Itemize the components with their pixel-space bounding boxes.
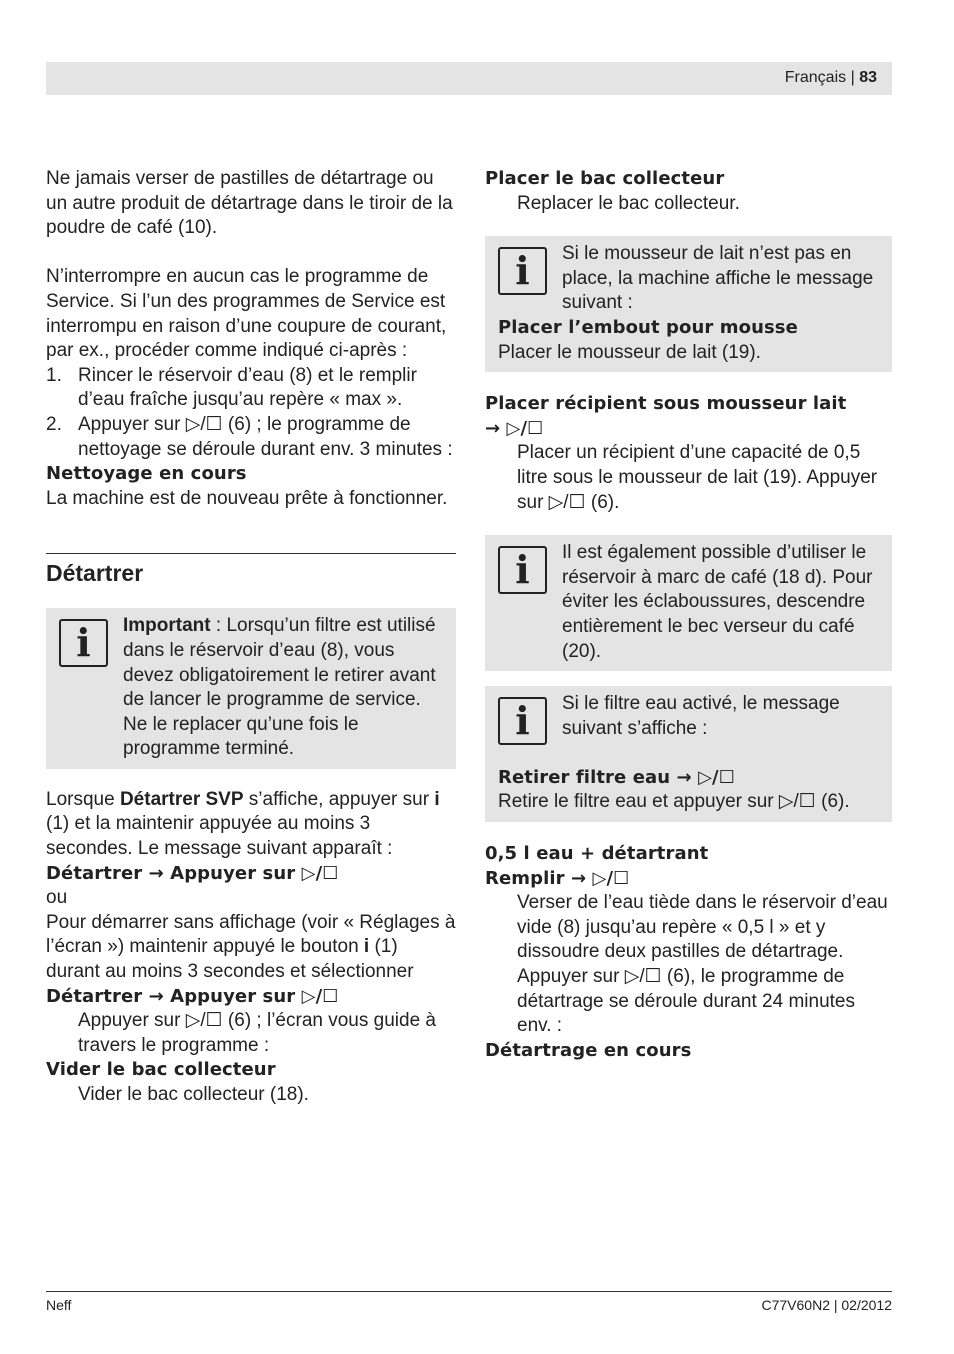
step-number: 2.	[46, 413, 62, 435]
list-item	[46, 364, 456, 413]
info-icon: i	[59, 619, 108, 667]
paragraph-press: Appuyer sur ▷/☐ (6) ; l’écran vous guide à travers le programme :	[78, 1010, 436, 1056]
info-box-filter	[485, 686, 892, 822]
right-column	[485, 167, 892, 1063]
display-message-water: 0,5 l eau + détartrant	[485, 843, 709, 865]
paragraph-start-without-display: Pour démarrer sans affichage (voir « Réglages à l’écran ») maintenir appuyé le bouton i (1) durant au moins 3 secondes et sélectionner	[46, 911, 456, 983]
paragraph-replace-tray: Replacer le bac collecteur.	[517, 192, 740, 214]
text-or: ou	[46, 887, 68, 909]
display-message-fill: Remplir → ▷/☐	[485, 867, 630, 889]
footer-model: C77V60N2 | 02/2012	[761, 1297, 892, 1313]
info-box-important	[46, 608, 456, 769]
paragraph-interrupt: N’interrompre en aucun cas le programme de Service. Si l’un des programmes de Service est interrompu en raison d’une coupure de courant, par ex., procéder comme indiqué ci-après :	[46, 266, 447, 362]
paragraph-fill-water: Verser de l’eau tiède dans le réservoir d’eau vide (8) jusqu’au repère « 0,5 l » et y dissoudre deux pastilles de détartrage. Appuyer sur ▷/☐ (6), le programme de détartrage se déroule durant 24 minutes env. :	[517, 892, 888, 1037]
footer-divider	[46, 1291, 892, 1292]
display-message-place-container-2: → ▷/☐	[485, 417, 544, 439]
display-message-descaling: Détartrage en cours	[485, 1039, 692, 1061]
info-box-grounds	[485, 535, 892, 671]
info-text-2: Retire le filtre eau et appuyer sur ▷/☐ (6).	[498, 791, 850, 813]
display-message-place-container: Placer récipient sous mousseur lait	[485, 393, 847, 415]
important-label: Important	[123, 615, 211, 637]
header-language: Français	[784, 69, 847, 86]
step-text: Rincer le réservoir d’eau (8) et le remplir d’eau fraîche jusqu’au repère « max ».	[78, 364, 417, 411]
paragraph-descale-prompt: Lorsque Détartrer SVP s’affiche, appuyer sur i (1) et la maintenir appuyée au moins 3 secondes. Le message suivant apparaît :	[46, 788, 440, 860]
paragraph-place-container: Placer un récipient d’une capacité de 0,5 litre sous le mousseur de lait (19). Appuyer sur ▷/☐ (6).	[517, 442, 878, 513]
footer-brand: Neff	[46, 1297, 72, 1313]
display-message-descale: Détartrer → Appuyer sur ▷/☐	[46, 862, 339, 884]
important-text: : Lorsqu’un filtre est utilisé dans le réservoir d’eau (8), vous devez obligatoirement le retirer avant de lancer le programme de service. Ne le replacer qu’une fois le programme terminé.	[123, 615, 436, 760]
header-separator: |	[850, 69, 855, 86]
display-message-frother: Placer l’embout pour mousse	[498, 316, 798, 338]
display-message-place-tray: Placer le bac collecteur	[485, 168, 725, 189]
info-text: Si le mousseur de lait n’est pas en place, la machine affiche le message suivant :	[562, 243, 874, 314]
list-item	[46, 413, 456, 462]
left-column	[46, 167, 456, 1108]
info-text-2: Placer le mousseur de lait (19).	[498, 341, 761, 363]
display-message-descale-2: Détartrer → Appuyer sur ▷/☐	[46, 985, 339, 1007]
step-text: Appuyer sur ▷/☐ (6) ; le programme de nettoyage se déroule durant env. 3 minutes :	[78, 413, 453, 460]
display-message-cleaning: Nettoyage en cours	[46, 463, 247, 485]
display-message-remove-filter: Retirer filtre eau → ▷/☐	[498, 766, 735, 788]
page-header	[785, 67, 877, 89]
info-icon: i	[498, 697, 547, 745]
info-icon: i	[498, 546, 547, 594]
header-bar	[46, 62, 892, 95]
display-message-empty-tray: Vider le bac collecteur	[46, 1059, 276, 1081]
info-icon: i	[498, 247, 547, 295]
step-number: 1.	[46, 364, 62, 386]
paragraph-empty-tray: Vider le bac collecteur (18).	[78, 1084, 309, 1105]
paragraph-ready: La machine est de nouveau prête à fonctionner.	[46, 487, 448, 509]
paragraph-warning: Ne jamais verser de pastilles de détartrage ou un autre produit de détartrage dans le tiroir de la poudre de café (10).	[46, 168, 453, 239]
steps-list	[46, 364, 456, 462]
page-number: 83	[859, 69, 877, 86]
info-box-frother	[485, 236, 892, 372]
info-text: Il est également possible d’utiliser le réservoir à marc de café (18 d). Pour éviter les éclaboussures, descendre entièrement le bec verseur du café (20).	[562, 542, 873, 662]
info-text: Si le filtre eau activé, le message suivant s’affiche :	[562, 693, 840, 739]
section-title: Détartrer	[46, 560, 144, 587]
